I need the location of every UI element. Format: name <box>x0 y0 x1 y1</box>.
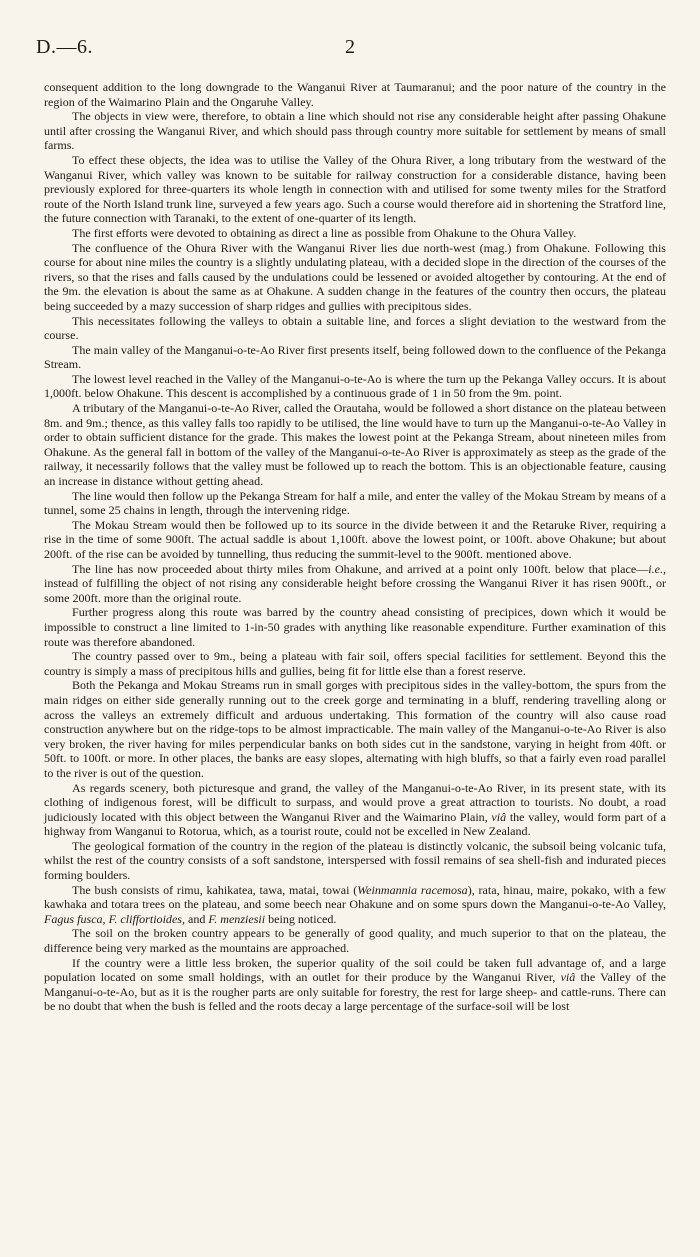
italic-text: Fagus fusca, F. cliffortioides, <box>44 911 185 926</box>
paragraph: The country passed over to 9m., being a plateau with fair soil, offers special facilities for settlement. Beyond this the country is simply a mass of precipitous hills and gullies, being fit for little else than a forest reserve. <box>44 649 666 678</box>
paragraph: If the country were a little less broken, the superior quality of the soil could be taken full advantage of, and a large population located on some small holdings, with an outlet for their produce by the Wanganui River, viâ the Valley of the Manganui-o-te-Ao, but as it is the rougher parts are only suitable for forestry, the rest for large sheep- and cattle-runs. There can be no doubt that when the bush is felled and the roots decay a large percentage of the surface-soil will be lost <box>44 955 666 1014</box>
italic-text: viâ <box>491 809 507 824</box>
paragraph: Further progress along this route was barred by the country ahead consisting of precipices, down which it would be impossible to construct a line limited to 1-in-50 grades with anything like reasonable expenditure. Further examination of this route was therefore abandoned. <box>44 605 666 649</box>
italic-text: Weinmannia racemosa <box>357 882 468 897</box>
italic-text: i.e., <box>648 561 666 576</box>
paragraph: This necessitates following the valleys to obtain a suitable line, and forces a slight deviation to the westward from the course. <box>44 313 666 343</box>
page-header <box>36 36 664 66</box>
paragraph: consequent addition to the long downgrade to the Wanganui River at Taumaranui; and the poor nature of the country in the region of the Waimarino Plain and the Ongaruhe Valley. <box>44 80 666 109</box>
paragraph: The Mokau Stream would then be followed up to its source in the divide between it and the Retaruke River, requiring a rise in the time of some 900ft. The actual saddle is about 1,100ft. above the lowest point, or 100ft. above Ohakune; but about 200ft. of the rise can be avoided by tunnelling, thus reducing the summit-level to the 900ft. mentioned above. <box>44 517 666 561</box>
paragraph: The objects in view were, therefore, to obtain a line which should not rise any considerable height after passing Ohakune until after crossing the Wanganui River, and which should pass through country more suitable for settlement by means of small farms. <box>44 109 666 153</box>
paragraph: The geological formation of the country in the region of the plateau is distinctly volcanic, the subsoil being volcanic tufa, whilst the rest of the country consists of a soft sandstone, interspersed with fossil remains of sea shell-fish and indurated pieces forming boulders. <box>44 838 666 883</box>
paragraph: Both the Pekanga and Mokau Streams run in small gorges with precipitous sides in the valley-bottom, the spurs from the main ridges on either side generally running out to the creek gorge and terminating in a bluff, rendering travelling along or across the valleys an extremely difficult and arduous undertaking. This formation of the country will also cause road construction anywhere but on the ridge-tops to be almost impracticable. The main valley of the Manganui-o-te-Ao River is also very broken, the river having for miles perpendicular banks on both sides cut in the sandstone, varying in height from 40ft. or 50ft. to 100ft. or more. In other places, the banks are easy slopes, alternating with high bluffs, so that a fairly even road parallel to the river is out of the question. <box>44 678 666 780</box>
paragraph: The line has now proceeded about thirty miles from Ohakune, and arrived at a point only 100ft. below that place—i.e., instead of fulfilling the object of not rising any considerable height before crossing the Wanganui River it has risen 900ft., or some 200ft. more than the original route. <box>44 561 666 605</box>
italic-text: F. menziesii <box>208 911 266 926</box>
paragraph: As regards scenery, both picturesque and grand, the valley of the Manganui-o-te-Ao River, in its present state, with its clothing of indigenous forest, will be difficult to surpass, and would prove a great attraction to tourists. No doubt, a road judiciously located with this object between the Wanganui River and the Waimarino Plain, viâ the valley, would form part of a highway from Wanganui to Rotorua, which, as a tourist route, could not be excelled in New Zealand. <box>44 780 666 839</box>
paragraph: The main valley of the Manganui-o-te-Ao River first presents itself, being followed down to the confluence of the Pekanga Stream. <box>44 342 666 372</box>
paragraph: The line would then follow up the Pekanga Stream for half a mile, and enter the valley of the Mokau Stream by means of a tunnel, some 25 chains in length, through the intervening ridge. <box>44 488 666 518</box>
paragraph: The confluence of the Ohura River with the Wanganui River lies due north-west (mag.) from Ohakune. Following this course for about nine miles the country is a slightly undulating plateau, with a decided slope in the direction of the courses of the rivers, so that the rises and falls caused by the undulations could be lessened or avoided altogether by contouring. At the end of the 9m. the elevation is about the same as at Ohakune. A sudden change in the features of the country then occurs, the plateau being succeeded by a mazy succession of sharp ridges and gullies with precipitous sides. <box>44 240 666 313</box>
paragraph: The lowest level reached in the Valley of the Manganui-o-te-Ao is where the turn up the Pekanga Valley occurs. It is about 1,000ft. below Ohakune. This descent is accomplished by a continuous grade of 1 in 50 from the 9m. point. <box>44 371 666 401</box>
paragraph: To effect these objects, the idea was to utilise the Valley of the Ohura River, a long tributary from the westward of the Wanganui River, which valley was known to be suitable for railway construction for a considerable distance, having been previously explored for three-quarters its whole length in connection with and utilised for some twenty miles for the Stratford route of the North Island trunk line, surveyed a few years ago. Such a course would therefore aid in shortening the Stratford line, the future connection with Taranaki, to the extent of one-quarter of its length. <box>44 152 666 226</box>
paragraph: A tributary of the Manganui-o-te-Ao River, called the Orautaha, would be followed a short distance on the plateau between 8m. and 9m.; thence, as this valley falls too rapidly to be utilised, the line would have to turn up the Manganui-o-te-Ao Valley in order to obtain sufficient distance for the grade. This makes the lowest point at the Pekanga Stream, about nineteen miles from Ohakune. As the general fall in bottom of the valley of the Manganui-o-te-Ao River is approximately as steep as the grade of the railway, it necessarily follows that the valley must be followed up to reach the bottom. This is an objectionable feature, causing an increase in distance without getting ahead. <box>44 401 666 489</box>
body-text <box>44 80 666 1014</box>
document-reference: D.—6. <box>36 36 93 58</box>
italic-text: viâ <box>560 970 576 985</box>
paragraph: The bush consists of rimu, kahikatea, tawa, matai, towai (Weinmannia racemosa), rata, hinau, maire, pokako, with a few kawhaka and totara trees on the plateau, and some beech near Ohakune and on some spurs down the Manganui-o-te-Ao Valley, Fagus fusca, F. cliffortioides, and F. menziesii being noticed. <box>44 882 667 926</box>
paragraph: The first efforts were devoted to obtaining as direct a line as possible from Ohakune to the Ohura Valley. <box>72 225 577 240</box>
page-number: 2 <box>345 36 355 58</box>
paragraph: The soil on the broken country appears to be generally of good quality, and much superior to that on the plateau, the difference being very marked as the mountains are approached. <box>44 926 666 956</box>
